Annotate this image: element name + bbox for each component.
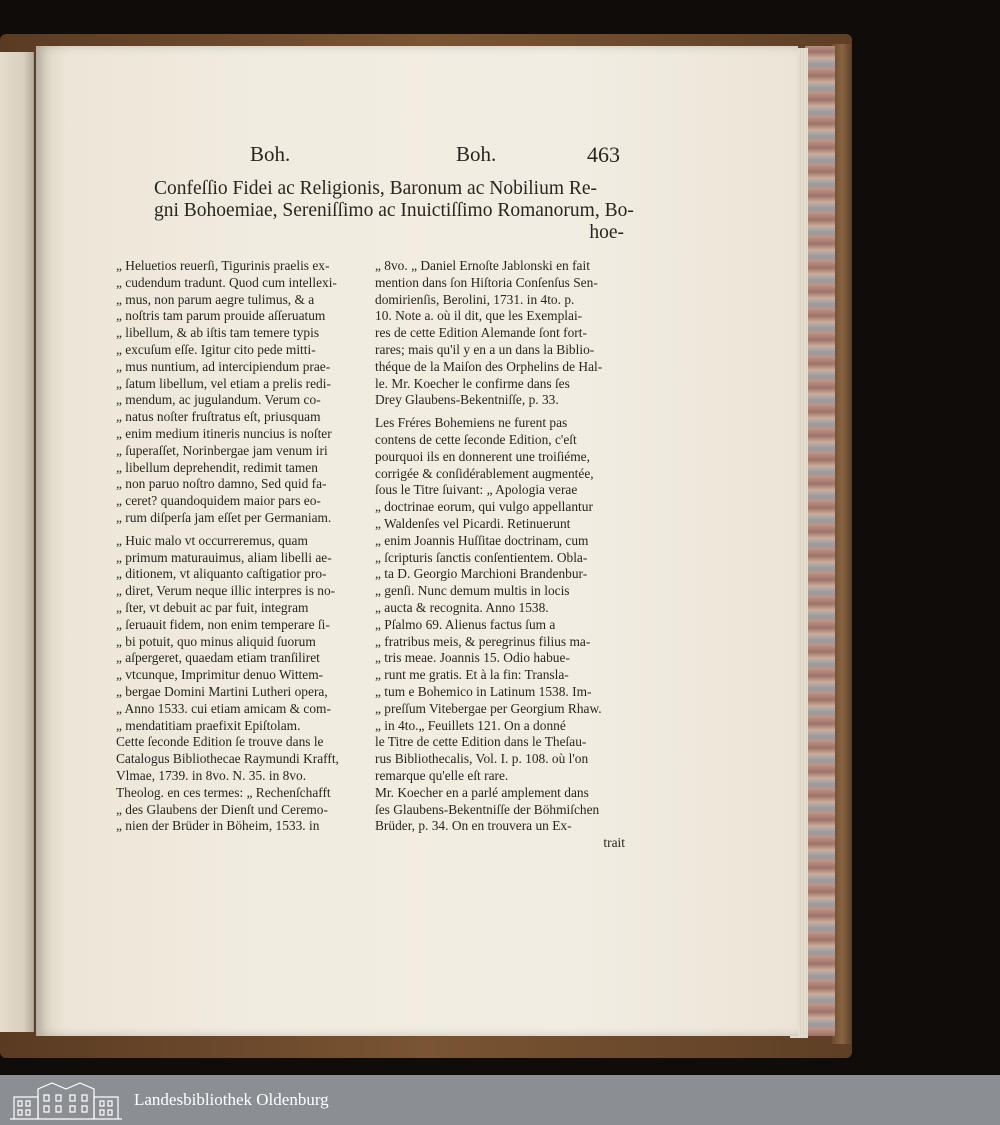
title-line: Confeſſio Fidei ac Religionis, Baronum ac Nobilium Re- <box>154 178 598 199</box>
text-line: mention dans ſon Hiſtoria Conſenſus Sen- <box>375 274 598 290</box>
text-line: „ genſi. Nunc demum multis in locis <box>375 583 570 599</box>
page-number: 463 <box>587 142 620 167</box>
text-line: „ non paruo noſtro damno, Sed quid fa- <box>116 476 327 492</box>
title-line: hoe- <box>589 222 624 243</box>
text-line: „ fratribus meis, & peregrinus filius ma- <box>375 633 591 649</box>
text-line: „ preſſum Vitebergae per Georgium Rhaw. <box>375 700 602 716</box>
text-line: „ ta D. Georgio Marchioni Brandenbur- <box>375 566 588 582</box>
text-line: „ ditionem, vt aliquanto caſtigatior pro- <box>116 566 327 582</box>
text-line: Vlmae, 1739. in 8vo. N. 35. in 8vo. <box>116 767 307 783</box>
text-line: „ bi potuit, quo minus aliquid ſuorum <box>116 633 316 649</box>
library-footer <box>0 1075 1000 1125</box>
text-line: „ diret, Verum neque illic interpres is no- <box>116 583 336 599</box>
text-line: „ libellum, & ab iſtis tam temere typis <box>116 325 320 341</box>
text-line: „ enim medium itineris nuncius is noſter <box>116 425 332 441</box>
text-line: „ aſpergeret, quaedam etiam tranſiliret <box>116 650 320 666</box>
running-head-left: Boh. <box>250 142 291 166</box>
entry-title <box>154 178 634 244</box>
text-line: „ mendatitiam praefixit Epiſtolam. <box>116 717 301 733</box>
text-line: corrigée & conſidérablement augmentée, <box>375 465 594 481</box>
text-line: ſes Glaubens-Bekentniſſe der Böhmiſchen <box>375 801 600 817</box>
text-line: Cette ſeconde Edition ſe trouve dans le <box>116 734 324 750</box>
text-line: „ bergae Domini Martini Lutheri opera, <box>116 683 328 699</box>
text-line: „ libellum deprehendit, redimit tamen <box>116 459 318 475</box>
text-line: „ tris meae. Joannis 15. Odio habue- <box>375 650 570 666</box>
text-line: „ ſter, vt debuit ac par fuit, integram <box>116 599 309 615</box>
running-head <box>36 142 798 176</box>
text-line: „ des Glaubens der Dienſt und Ceremo- <box>116 801 328 817</box>
text-line: le. Mr. Koecher le confirme dans ſes <box>375 375 570 391</box>
text-line: „ ceret? quandoquidem maior pars eo- <box>116 493 321 509</box>
text-line: res de cette Edition Alemande ſont fort- <box>375 325 587 341</box>
text-line: „ Pſalmo 69. Alienus factus ſum a <box>375 616 556 632</box>
text-line: rares; mais qu'il y en a un dans la Biblio- <box>375 341 595 357</box>
text-line: „ enim Joannis Huſſitae doctrinam, cum <box>375 532 589 548</box>
text-line: „ noſtris tam parum prouide aſſeruatum <box>116 308 326 324</box>
text-line: pourquoi ils en donnerent une troiſiéme, <box>375 448 590 464</box>
text-line: „ ſeruauit fidem, non enim temperare ſi- <box>116 616 330 632</box>
text-line: „ Waldenſes vel Picardi. Retinuerunt <box>375 515 571 531</box>
text-line: „ aucta & recognita. Anno 1538. <box>375 599 549 615</box>
text-line: le Titre de cette Edition dans le Theſau- <box>375 734 587 750</box>
text-line: théque de la Maiſon des Orphelins de Hal- <box>375 358 603 374</box>
text-line: „ 8vo. „ Daniel Ernoſte Jablonski en fait <box>375 258 590 273</box>
right-column <box>375 258 625 852</box>
left-page-sliver <box>0 52 34 1032</box>
text-line: Drey Glaubens-Bekentniſſe, p. 33. <box>375 392 559 408</box>
text-line: „ nien der Brüder in Böheim, 1533. in <box>116 818 320 834</box>
cover-edge <box>832 44 852 1044</box>
book-page <box>36 46 798 1036</box>
text-line: „ ſuperaſſet, Norinbergae jam venum iri <box>116 442 328 458</box>
text-line: ſous le Titre ſuivant: „ Apologia verae <box>375 482 578 498</box>
text-line: rus Bibliothecalis, Vol. I. p. 108. où l'on <box>375 751 589 767</box>
text-line: Brüder, p. 34. On en trouvera un Ex- <box>375 818 572 834</box>
text-line: 10. Note a. où il dit, que les Exemplai- <box>375 308 583 324</box>
text-line: „ mus, non parum aegre tulimus, & a <box>116 291 315 307</box>
text-line: Mr. Koecher en a parlé amplement dans <box>375 784 589 800</box>
text-line: Catalogus Bibliothecae Raymundi Krafft, <box>116 751 339 767</box>
text-line: trait <box>603 835 625 851</box>
library-name: Landesbibliothek Oldenburg <box>134 1090 329 1109</box>
text-line: „ cudendum tradunt. Quod cum intellexi- <box>116 274 337 290</box>
text-line: „ natus noſter fruſtratus eſt, priusquam <box>116 409 321 425</box>
text-line: domirienſis, Berolini, 1731. in 4to. p. <box>375 291 575 307</box>
marbled-edge <box>805 46 835 1036</box>
text-line: „ runt me gratis. Et à la fin: Transla- <box>375 667 569 683</box>
text-line: „ doctrinae eorum, qui vulgo appellantur <box>375 499 593 515</box>
text-line: „ mus nuntium, ad intercipiendum prae- <box>116 358 331 374</box>
text-line: „ primum maturauimus, aliam libelli ae- <box>116 549 332 565</box>
text-line: Theolog. en ces termes: „ Rechenſchafft <box>116 784 331 800</box>
library-building-icon <box>8 1079 124 1121</box>
text-line: „ Heluetios reuerſi, Tigurinis praelis ex- <box>116 258 330 273</box>
text-line: „ Huic malo vt occurreremus, quam <box>116 532 308 548</box>
running-head-center: Boh. <box>456 142 497 166</box>
text-line: „ rum diſperſa jam eſſet per Germaniam. <box>116 509 332 525</box>
text-line: „ vtcunque, Imprimitur denuo Wittem- <box>116 667 324 683</box>
text-line: „ excuſum eſſe. Igitur cito pede mitti- <box>116 341 316 357</box>
left-column <box>116 258 361 835</box>
text-line: „ ſcripturis ſanctis conſentientem. Obla- <box>375 549 588 565</box>
text-line: Les Fréres Bohemiens ne furent pas <box>375 415 568 431</box>
text-line: „ tum e Bohemico in Latinum 1538. Im- <box>375 683 592 699</box>
title-line: gni Bohoemiae, Sereniſſimo ac Inuictiſſimo Romanorum, Bo- <box>154 200 634 221</box>
text-line: „ ſatum libellum, vel etiam a prelis redi- <box>116 375 331 391</box>
text-line: remarque qu'elle eſt rare. <box>375 767 509 783</box>
text-line: „ mendum, ac jugulandum. Verum co- <box>116 392 321 408</box>
text-line: contens de cette ſeconde Edition, c'eſt <box>375 431 577 447</box>
text-line: „ in 4to.„ Feuillets 121. On a donné <box>375 717 566 733</box>
text-line: „ Anno 1533. cui etiam amicam & com- <box>116 700 331 716</box>
